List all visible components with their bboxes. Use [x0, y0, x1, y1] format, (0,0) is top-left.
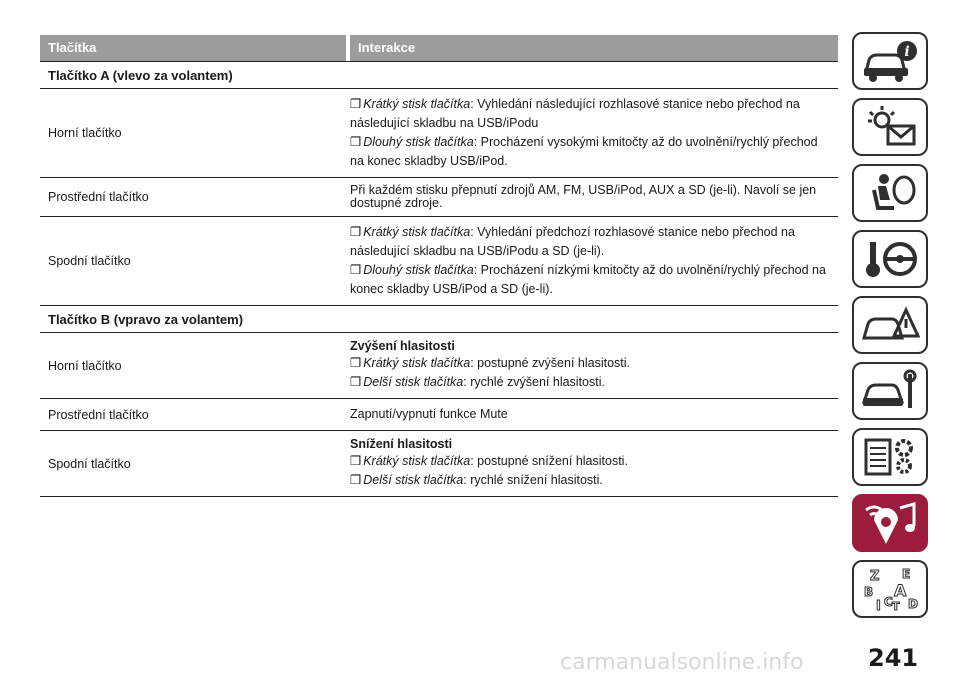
chapter-tab-specs[interactable] — [852, 428, 928, 486]
page-number: 241 — [868, 644, 919, 672]
table-row — [40, 399, 838, 431]
checkbox-bullet-icon: ❒ — [350, 263, 362, 277]
interaction-cell — [350, 399, 838, 430]
car-service-icon — [860, 368, 920, 414]
table-row — [40, 178, 838, 217]
svg-text:Z: Z — [870, 569, 880, 584]
car-info-icon — [860, 38, 920, 84]
interaction-line: konec skladby USB/iPod a SD (je-li). — [350, 282, 553, 296]
chapter-tab-service[interactable] — [852, 362, 928, 420]
svg-text:i: i — [904, 44, 910, 60]
key-steering-icon — [860, 236, 920, 282]
interaction-cell — [350, 217, 838, 305]
interaction-line: ❒ Delší stisk tlačítka: rychlé zvýšení hlasitosti. — [350, 375, 605, 389]
multimedia-music-icon — [860, 500, 920, 546]
interaction-line: Zapnutí/vypnutí funkce Mute — [350, 407, 508, 421]
table-row — [40, 333, 838, 399]
controls-table — [40, 35, 838, 497]
interaction-cell — [350, 333, 838, 398]
interaction-line: následující skladbu na USB/iPodu a SD (je-li). — [350, 244, 605, 258]
interaction-cell — [350, 89, 838, 177]
table-row — [40, 217, 838, 306]
checkbox-bullet-icon: ❒ — [350, 135, 362, 149]
checkbox-bullet-icon: ❒ — [350, 375, 362, 389]
interaction-line: ❒ Delší stisk tlačítka: rychlé snížení hlasitosti. — [350, 473, 603, 487]
checkbox-bullet-icon: ❒ — [350, 97, 362, 111]
interaction-subtitle: Snížení hlasitosti — [350, 437, 453, 451]
chapter-tab-safety[interactable] — [852, 164, 928, 222]
button-name: Spodní tlačítko — [48, 456, 131, 471]
airbag-seat-icon — [860, 170, 920, 216]
section-title-b: Tlačítko B (vpravo za volantem) — [40, 306, 838, 333]
svg-text:A: A — [894, 581, 907, 600]
table-row — [40, 89, 838, 178]
svg-text:C: C — [884, 595, 893, 609]
interaction-line: Při každém stisku přepnutí zdrojů AM, FM, USB/iPod, AUX a SD (je-li). Navolí se jen — [350, 183, 817, 197]
svg-text:D: D — [908, 597, 918, 611]
chapter-tab-car-info[interactable] — [852, 32, 928, 90]
interaction-line: ❒ Krátký stisk tlačítka: Vyhledání následující rozhlasové stanice nebo přechod na — [350, 97, 800, 111]
interaction-line: ❒ Dlouhý stisk tlačítka: Procházení vysokými kmitočty až do uvolnění/rychlý přechod — [350, 135, 818, 149]
svg-text:I: I — [876, 599, 881, 612]
chapter-tab-multimedia[interactable] — [852, 494, 928, 552]
button-name: Horní tlačítko — [48, 358, 122, 373]
chapter-tab-starting-driving[interactable] — [852, 230, 928, 288]
interaction-line: ❒ Krátký stisk tlačítka: postupné snížení hlasitosti. — [350, 454, 628, 468]
interaction-cell — [350, 178, 838, 216]
svg-text:T: T — [892, 600, 900, 612]
interaction-line: dostupné zdroje. — [350, 196, 443, 210]
car-emergency-icon — [860, 302, 920, 348]
checkbox-bullet-icon: ❒ — [350, 454, 362, 468]
watermark: carmanualsonline.info — [560, 650, 804, 675]
interaction-line: na konec skladby USB/iPod. — [350, 154, 508, 168]
table-header — [40, 35, 838, 61]
table-row — [40, 431, 838, 497]
svg-text:B: B — [864, 585, 874, 599]
chapter-sidebar — [852, 32, 928, 626]
chapter-tab-warning-lights[interactable] — [852, 98, 928, 156]
header-buttons: Tlačítka — [40, 35, 346, 61]
specs-gear-icon — [860, 434, 920, 480]
button-name: Horní tlačítko — [48, 126, 122, 140]
interaction-line: ❒ Krátký stisk tlačítka: postupné zvýšení hlasitosti. — [350, 356, 631, 370]
interaction-line: ❒ Dlouhý stisk tlačítka: Procházení nízkými kmitočty až do uvolnění/rychlý přechod na — [350, 263, 826, 277]
checkbox-bullet-icon: ❒ — [350, 225, 362, 239]
interaction-subtitle: Zvýšení hlasitosti — [350, 339, 455, 353]
warning-lights-icon — [860, 104, 920, 150]
button-name: Prostřední tlačítko — [48, 407, 149, 422]
chapter-tab-emergency[interactable] — [852, 296, 928, 354]
alphabet-index-icon — [860, 566, 920, 612]
chapter-tab-index[interactable] — [852, 560, 928, 618]
section-title-a: Tlačítko A (vlevo za volantem) — [40, 61, 838, 89]
button-name: Prostřední tlačítko — [48, 190, 149, 204]
svg-text:E: E — [902, 567, 911, 581]
interaction-cell — [350, 431, 838, 496]
checkbox-bullet-icon: ❒ — [350, 473, 362, 487]
interaction-line: následující skladbu na USB/iPodu — [350, 116, 539, 130]
header-interaction: Interakce — [350, 35, 838, 61]
checkbox-bullet-icon: ❒ — [350, 356, 362, 370]
interaction-line: ❒ Krátký stisk tlačítka: Vyhledání předchozí rozhlasové stanice nebo přechod na — [350, 225, 795, 239]
button-name: Spodní tlačítko — [48, 254, 131, 268]
